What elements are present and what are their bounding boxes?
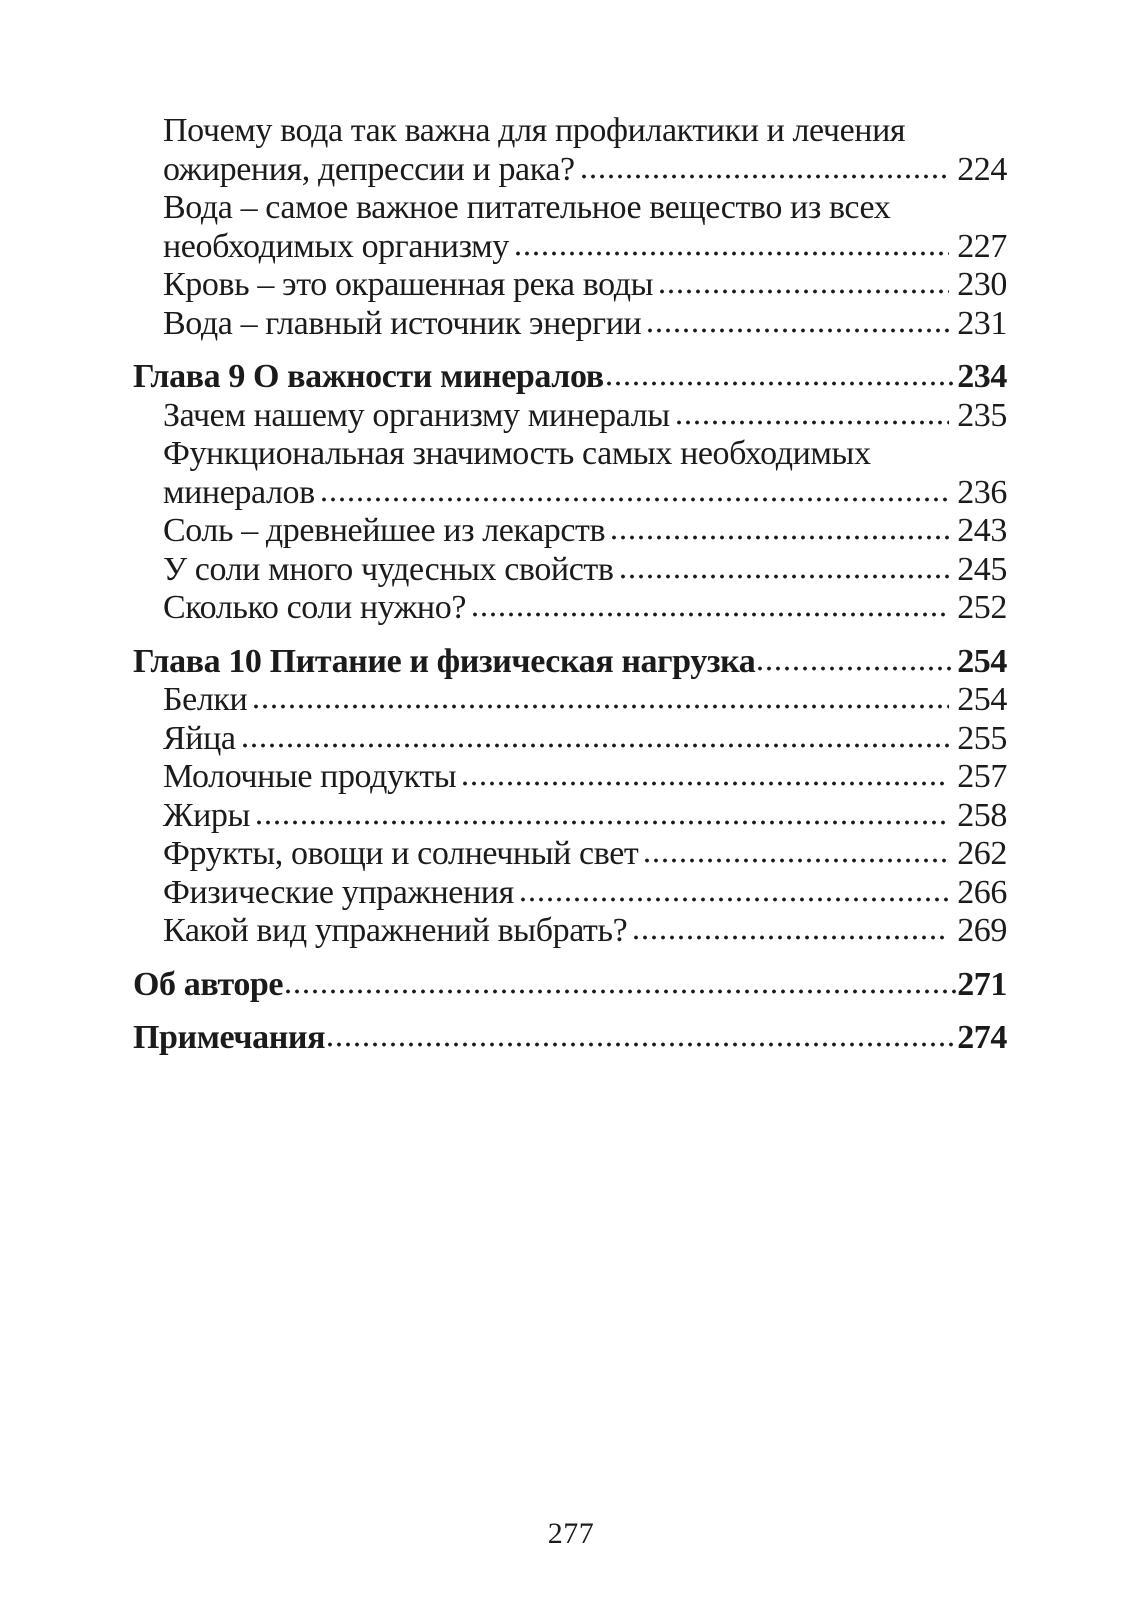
toc-sub-entry[interactable] bbox=[133, 720, 1007, 759]
toc-entry-title: Яйца bbox=[163, 719, 236, 757]
toc-sub-entry[interactable] bbox=[133, 681, 1007, 720]
toc-entry-title: Белки bbox=[163, 681, 248, 718]
dot-leader bbox=[612, 534, 949, 541]
toc-sub-entry[interactable] bbox=[133, 551, 1007, 590]
toc-entry-page: 235 bbox=[957, 396, 1007, 434]
toc-entry-title: Вода – главный источник энергии bbox=[163, 304, 642, 342]
toc-sub-entry[interactable] bbox=[133, 874, 1007, 913]
dot-leader bbox=[648, 327, 949, 334]
toc-sub-entry[interactable] bbox=[133, 758, 1007, 797]
dot-leader bbox=[257, 819, 949, 826]
toc-entry-title: Сколько соли нужно? bbox=[163, 589, 467, 626]
toc-sub-entry[interactable] bbox=[133, 305, 1007, 344]
toc-entry-title: Кровь – это окрашенная река воды bbox=[163, 266, 654, 303]
toc-entry-page: 224 bbox=[957, 150, 1007, 188]
toc-sub-entry[interactable] bbox=[133, 589, 1007, 628]
toc-entry-page: 254 bbox=[957, 642, 1007, 680]
toc-sub-entry[interactable] bbox=[133, 228, 1007, 267]
dot-leader bbox=[463, 780, 949, 787]
page-footer bbox=[0, 1516, 1142, 1552]
toc-entry-title: необходимых организму bbox=[163, 227, 509, 265]
toc-entry-title: Фрукты, овощи и солнечный свет bbox=[163, 835, 639, 872]
dot-leader bbox=[516, 250, 949, 257]
toc-sub-entry[interactable] bbox=[133, 435, 1007, 474]
toc-entry-title: Глава 9 О важности минералов bbox=[133, 358, 604, 395]
toc-entry-title: Молочные продукты bbox=[163, 758, 457, 795]
toc-entry-page: 257 bbox=[957, 758, 1007, 795]
toc-sub-entry[interactable] bbox=[133, 835, 1007, 874]
dot-leader bbox=[473, 611, 949, 618]
toc-entry-page: 255 bbox=[957, 719, 1007, 757]
toc-entry-page: 231 bbox=[957, 304, 1007, 342]
toc-entry-page: 254 bbox=[957, 681, 1007, 718]
toc-entry-title: Примечания bbox=[133, 1019, 326, 1056]
dot-leader bbox=[286, 988, 956, 995]
dot-leader bbox=[758, 665, 956, 672]
dot-leader bbox=[521, 896, 949, 903]
toc-entry-title: Функциональная значимость самых необходимых bbox=[163, 435, 871, 472]
dot-leader bbox=[621, 573, 950, 580]
toc-entry-page: 230 bbox=[957, 266, 1007, 303]
toc-entry-page: 227 bbox=[957, 227, 1007, 265]
dot-leader bbox=[607, 380, 956, 387]
toc-entry-title: Физические упражнения bbox=[163, 873, 514, 911]
toc-chapter-entry[interactable] bbox=[133, 358, 1007, 397]
toc-sub-entry[interactable] bbox=[133, 512, 1007, 551]
dot-leader bbox=[677, 419, 949, 426]
dot-leader bbox=[328, 1041, 956, 1048]
dot-leader bbox=[582, 173, 949, 180]
toc-entry-page: 258 bbox=[957, 796, 1007, 834]
toc-entry-page: 245 bbox=[957, 550, 1007, 588]
toc-entry-page: 262 bbox=[957, 835, 1007, 872]
toc-entry-title: Глава 10 Питание и физическая нагрузка bbox=[133, 642, 756, 680]
toc-chapter-entry[interactable] bbox=[133, 966, 1007, 1005]
toc-sub-entry[interactable] bbox=[133, 189, 1007, 228]
dot-leader bbox=[254, 703, 949, 710]
toc-entry-title: минералов bbox=[163, 473, 315, 511]
toc-entry-page: 236 bbox=[957, 473, 1007, 511]
dot-leader bbox=[645, 857, 949, 864]
toc-entry-page: 271 bbox=[957, 965, 1007, 1003]
toc-entry-title: Соль – древнейшее из лекарств bbox=[163, 512, 606, 549]
toc-entry-page: 252 bbox=[957, 589, 1007, 626]
toc-entry-title: Жиры bbox=[163, 796, 250, 834]
toc-entry-page: 266 bbox=[957, 873, 1007, 911]
toc-chapter-entry[interactable] bbox=[133, 1019, 1007, 1058]
toc-sub-entry[interactable] bbox=[133, 112, 1007, 151]
toc-entry-title: ожирения, депрессии и рака? bbox=[163, 150, 575, 188]
toc-chapter-entry[interactable] bbox=[133, 643, 1007, 682]
dot-leader bbox=[660, 288, 949, 295]
table-of-contents bbox=[133, 112, 1007, 1058]
toc-sub-entry[interactable] bbox=[133, 397, 1007, 436]
toc-entry-page: 269 bbox=[957, 912, 1007, 949]
toc-sub-entry[interactable] bbox=[133, 912, 1007, 951]
toc-entry-title: Какой вид упражнений выбрать? bbox=[163, 912, 628, 949]
dot-leader bbox=[634, 934, 949, 941]
toc-entry-title: У соли много чудесных свойств bbox=[163, 550, 614, 588]
toc-entry-title: Почему вода так важна для профилактики и лечения bbox=[163, 112, 906, 149]
toc-entry-page: 274 bbox=[957, 1019, 1007, 1056]
toc-sub-entry[interactable] bbox=[133, 266, 1007, 305]
toc-sub-entry[interactable] bbox=[133, 151, 1007, 190]
toc-sub-entry[interactable] bbox=[133, 474, 1007, 513]
dot-leader bbox=[243, 742, 950, 749]
toc-entry-title: Зачем нашему организму минералы bbox=[163, 396, 670, 434]
toc-sub-entry[interactable] bbox=[133, 797, 1007, 836]
toc-entry-page: 234 bbox=[957, 358, 1007, 395]
folio-page-number: 277 bbox=[547, 1517, 595, 1550]
toc-entry-page: 243 bbox=[957, 512, 1007, 549]
toc-entry-title: Об авторе bbox=[133, 965, 284, 1003]
toc-entry-title: Вода – самое важное питательное вещество из всех bbox=[163, 189, 891, 226]
dot-leader bbox=[322, 496, 949, 503]
